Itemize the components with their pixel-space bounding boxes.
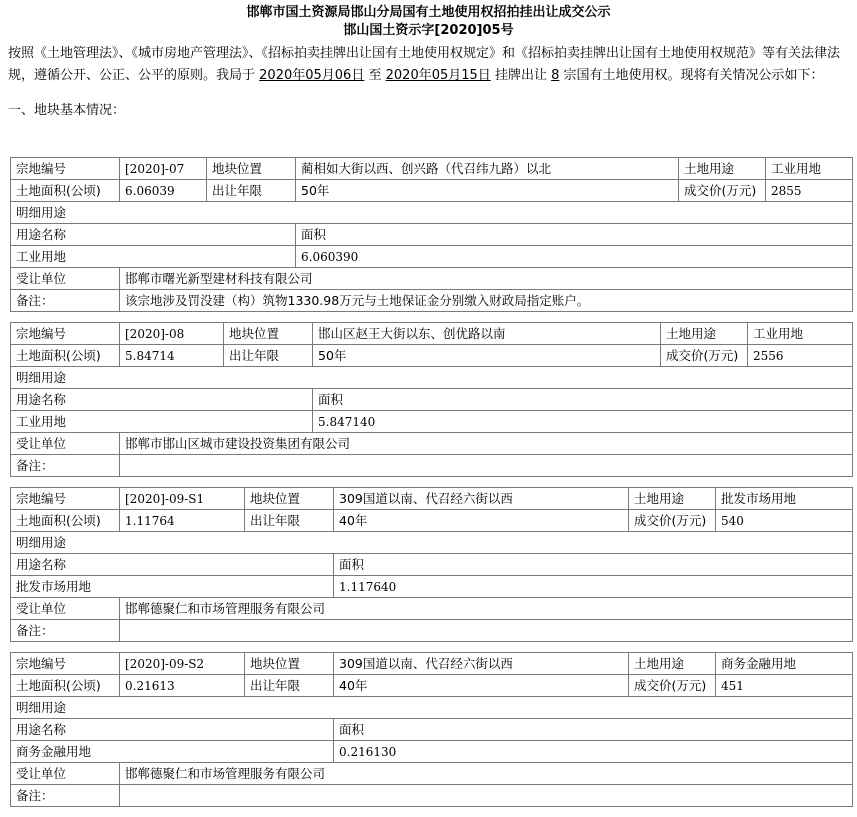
term-value: 40年 [334,675,629,697]
detail-use-value: 工业用地 [11,246,296,268]
location-label: 地块位置 [224,323,313,345]
land-use-label: 土地用途 [661,323,748,345]
term-label: 出让年限 [224,345,313,367]
remark-label: 备注： [11,785,120,807]
table-row [11,180,853,202]
table-row [11,389,853,411]
location-label: 地块位置 [207,158,296,180]
detail-area-value: 5.847140 [313,411,853,433]
document-number: 邯山国土资示字[2020]05号 [343,23,514,38]
table-row [11,411,853,433]
intro-text-2: 至 [368,68,382,83]
detail-area-value: 1.117640 [334,576,853,598]
parcel-table [10,652,853,807]
term-label: 出让年限 [207,180,296,202]
detail-use-header: 明细用途 [11,202,853,224]
price-label: 成交价(万元) [661,345,748,367]
parcel-no-value: [2020]-07 [120,158,207,180]
price-value: 2556 [748,345,853,367]
table-row [11,433,853,455]
price-value: 2855 [766,180,853,202]
table-row [11,246,853,268]
term-value: 50年 [296,180,679,202]
table-row [11,785,853,807]
table-row [11,741,853,763]
area-col-label: 面积 [334,554,853,576]
land-use-value: 工业用地 [766,158,853,180]
location-label: 地块位置 [245,653,334,675]
table-row [11,224,853,246]
remark-value [120,785,853,807]
term-label: 出让年限 [245,675,334,697]
table-row [11,620,853,642]
location-value: 309国道以南、代召经六街以西 [334,488,629,510]
use-name-label: 用途名称 [11,719,334,741]
table-row [11,576,853,598]
table-row [11,675,853,697]
area-label: 土地面积(公顷) [11,510,120,532]
area-col-label: 面积 [334,719,853,741]
term-value: 40年 [334,510,629,532]
parcel-no-label: 宗地编号 [11,158,120,180]
remark-label: 备注： [11,455,120,477]
parcel-no-value: [2020]-09-S1 [120,488,245,510]
parcel-no-value: [2020]-09-S2 [120,653,245,675]
area-label: 土地面积(公顷) [11,675,120,697]
use-name-label: 用途名称 [11,554,334,576]
buyer-label: 受让单位 [11,268,120,290]
price-label: 成交价(万元) [679,180,766,202]
table-row [11,510,853,532]
area-col-label: 面积 [313,389,853,411]
parcel-table [10,322,853,477]
parcel-no-label: 宗地编号 [11,653,120,675]
table-row [11,455,853,477]
area-value: 6.06039 [120,180,207,202]
table-row [11,268,853,290]
table-row [11,697,853,719]
buyer-value: 邯郸德聚仁和市场管理服务有限公司 [120,763,853,785]
remark-value [120,620,853,642]
table-row [11,345,853,367]
price-value: 451 [716,675,853,697]
area-col-label: 面积 [296,224,853,246]
detail-use-value: 批发市场用地 [11,576,334,598]
land-use-label: 土地用途 [679,158,766,180]
location-value: 309国道以南、代召经六街以西 [334,653,629,675]
end-date: 2020年05月15日 [385,68,491,83]
table-row [11,202,853,224]
land-use-label: 土地用途 [629,653,716,675]
parcel-table [10,487,853,642]
land-use-value: 商务金融用地 [716,653,853,675]
table-row [11,367,853,389]
detail-area-value: 6.060390 [296,246,853,268]
term-label: 出让年限 [245,510,334,532]
area-value: 0.21613 [120,675,245,697]
price-label: 成交价(万元) [629,510,716,532]
intro-text-3: 挂牌出让 [494,68,547,83]
buyer-value: 邯郸德聚仁和市场管理服务有限公司 [120,598,853,620]
table-row [11,158,853,180]
intro-text-1: 按照《土地管理法》、《城市房地产管理法》、《招标拍卖挂牌出让国有土地使用权规定》和《招标拍卖挂牌出让国有土地使用权规范》等有关法律法规，遵循公开、公正、公平的原则。我局于 [8,46,841,83]
use-name-label: 用途名称 [11,389,313,411]
detail-use-value: 商务金融用地 [11,741,334,763]
area-label: 土地面积(公顷) [11,345,120,367]
parcel-no-label: 宗地编号 [11,488,120,510]
remark-value [120,455,853,477]
start-date: 2020年05月06日 [259,68,365,83]
price-value: 540 [716,510,853,532]
table-row [11,763,853,785]
remark-value: 该宗地涉及罚没建（构）筑物1330.98万元与土地保证金分别缴入财政局指定账户。 [120,290,853,312]
use-name-label: 用途名称 [11,224,296,246]
table-row [11,653,853,675]
page-title: 邯郸市国土资源局邯山分局国有土地使用权招拍挂出让成交公示 [246,5,611,20]
location-value: 蔺相如大街以西、创兴路（代召纬九路）以北 [296,158,679,180]
term-value: 50年 [313,345,661,367]
area-label: 土地面积(公顷) [11,180,120,202]
table-row [11,554,853,576]
buyer-value: 邯郸市邯山区城市建设投资集团有限公司 [120,433,853,455]
location-value: 邯山区赵王大街以东、创优路以南 [313,323,661,345]
parcel-count: 8 [551,68,560,83]
table-row [11,488,853,510]
price-label: 成交价(万元) [629,675,716,697]
buyer-label: 受让单位 [11,763,120,785]
land-use-value: 批发市场用地 [716,488,853,510]
land-use-value: 工业用地 [748,323,853,345]
detail-area-value: 0.216130 [334,741,853,763]
intro-paragraph [0,40,857,87]
buyer-value: 邯郸市曙光新型建材科技有限公司 [120,268,853,290]
area-value: 5.84714 [120,345,224,367]
remark-label: 备注： [11,290,120,312]
table-row [11,719,853,741]
buyer-label: 受让单位 [11,598,120,620]
intro-text-4: 宗国有土地使用权。现将有关情况公示如下： [563,68,824,83]
parcel-no-value: [2020]-08 [120,323,224,345]
location-label: 地块位置 [245,488,334,510]
detail-use-header: 明细用途 [11,532,853,554]
table-row [11,323,853,345]
parcel-no-label: 宗地编号 [11,323,120,345]
remark-label: 备注： [11,620,120,642]
parcel-table [10,157,853,312]
table-row [11,598,853,620]
table-row [11,532,853,554]
detail-use-header: 明细用途 [11,367,853,389]
detail-use-value: 工业用地 [11,411,313,433]
table-row [11,290,853,312]
area-value: 1.11764 [120,510,245,532]
buyer-label: 受让单位 [11,433,120,455]
detail-use-header: 明细用途 [11,697,853,719]
land-use-label: 土地用途 [629,488,716,510]
section-heading: 一、地块基本情况： [8,103,126,118]
